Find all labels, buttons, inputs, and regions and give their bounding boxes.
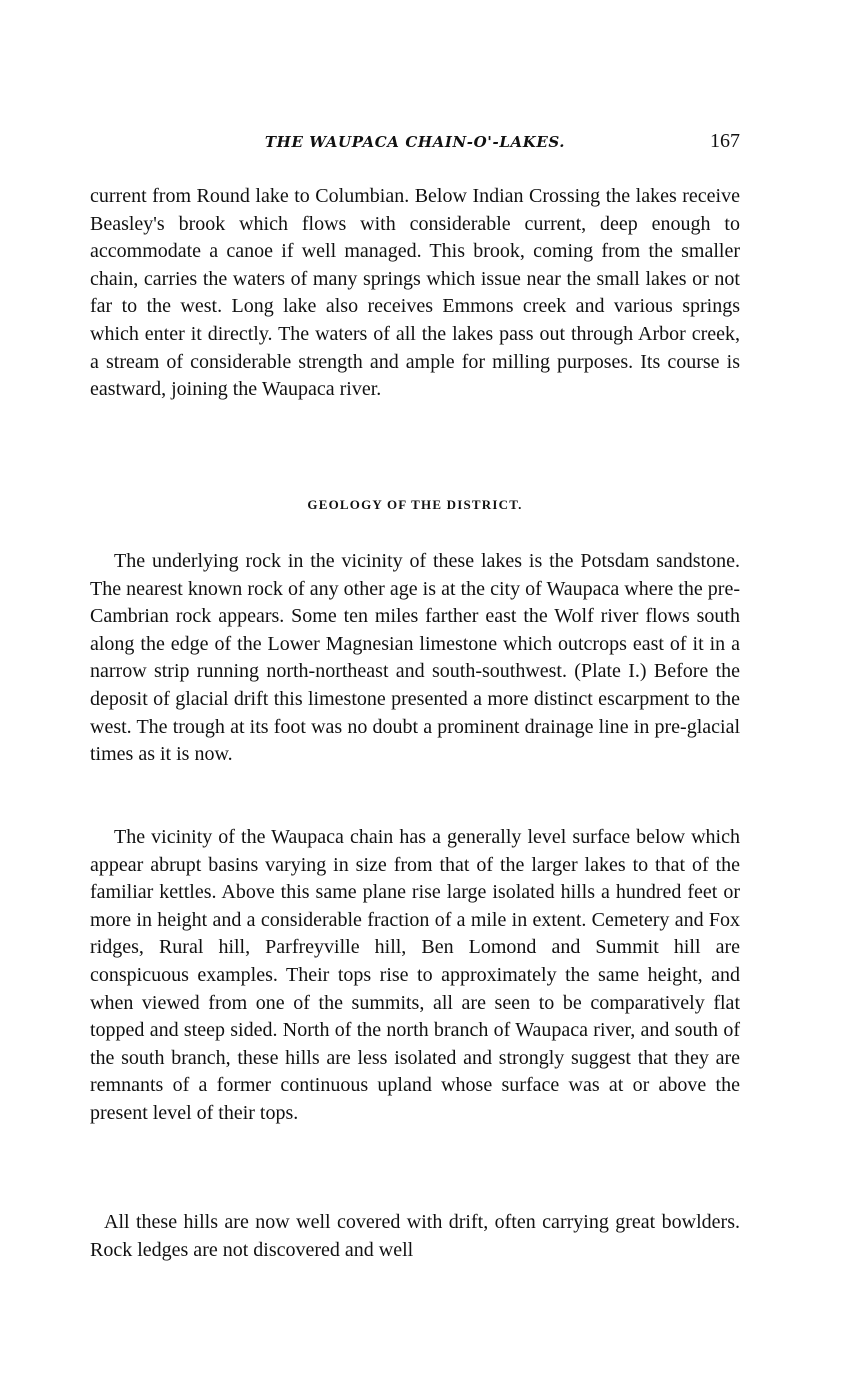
running-head [90, 130, 740, 156]
paragraph-vicinity: The vicinity of the Waupaca chain has a generally level surface below which appear abrupt basins varying in size from that of the larger lakes to that of the familiar kettles. Above this same plane rise large isolated hills a hundred feet or more in height and a considerable fraction of a mile in extent. Cemetery and Fox ridges, Rural hill, Parfreyville hill, Ben Lomond and Summit hill are conspicuous examples. Their tops rise to approximately the same height, and when viewed from one of the summits, all are seen to be comparatively flat topped and steep sided. North of the north branch of Waupaca river, and south of the south branch, these hills are less isolated and strongly suggest that they are remnants of a former continuous upland whose surface was at or above the present level of their tops. [90, 826, 740, 1124]
paragraph-continued: current from Round lake to Columbian. Below Indian Crossing the lakes receive Beasley's brook which flows with considerable current, deep enough to accommodate a canoe if well managed. This brook, coming from the smaller chain, carries the waters of many springs which issue near the small lakes or not far to the west. Long lake also receives Emmons creek and various springs which enter it directly. The waters of all the lakes pass out through Arbor creek, a stream of considerable strength and ample for milling purposes. Its course is eastward, joining the Waupaca river. [90, 185, 740, 401]
paragraph-hills: All these hills are now well covered with drift, often carrying great bowlders. Rock ledges are not discovered and well [90, 1211, 740, 1261]
section-heading: GEOLOGY OF THE DISTRICT. [307, 497, 523, 512]
page-number: 167 [710, 130, 740, 152]
running-title: THE WAUPACA CHAIN-O'-LAKES. [264, 133, 566, 151]
paragraph-underlying-rock: The underlying rock in the vicinity of these lakes is the Potsdam sandstone. The nearest known rock of any other age is at the city of Waupaca where the pre-Cambrian rock appears. Some ten miles farther east the Wolf river flows south along the edge of the Lower Magnesian limestone which outcrops east of it in a narrow strip running north-northeast and south-southwest. (Plate I.) Before the deposit of glacial drift this limestone presented a more distinct escarpment to the west. The trough at its foot was no doubt a prominent drainage line in pre-glacial times as it is now. [90, 550, 740, 766]
